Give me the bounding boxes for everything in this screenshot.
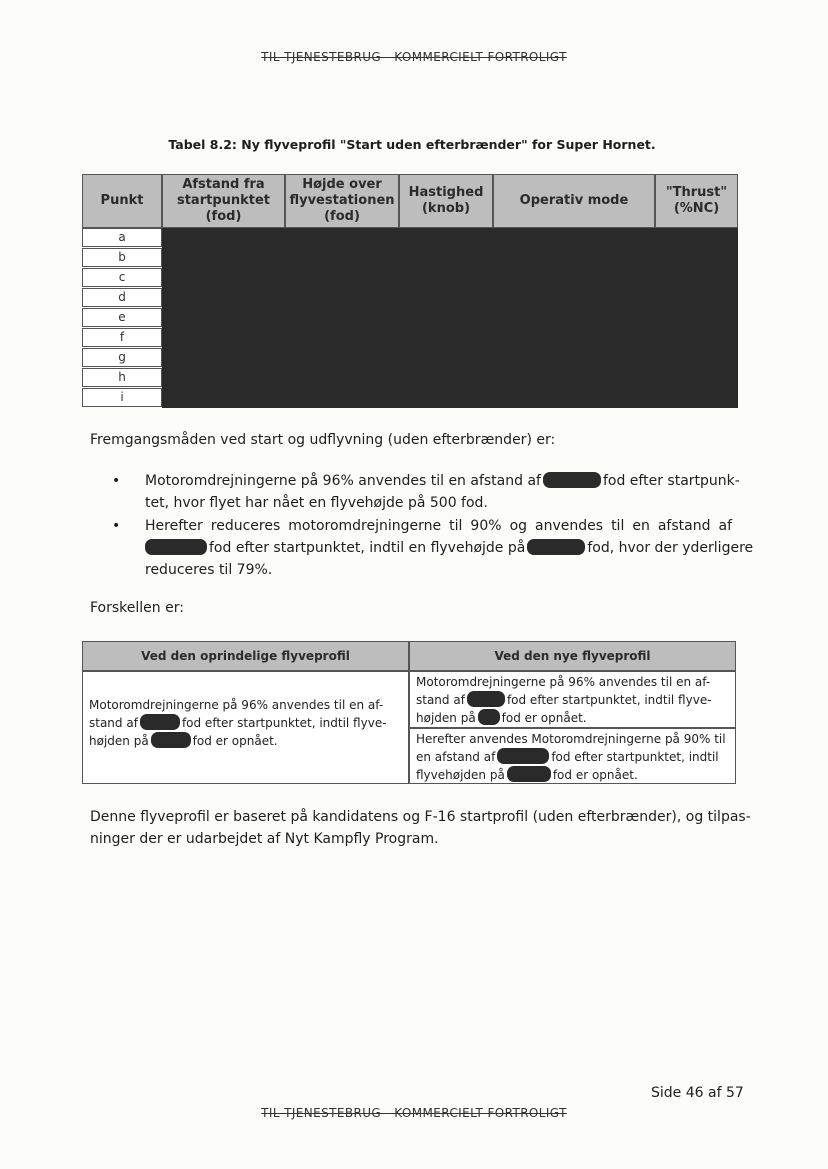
- header-hastighed-l1: Hastighed: [408, 185, 484, 200]
- bullet-icon: •: [112, 473, 121, 489]
- right2-line-3b: fod er opnået.: [552, 768, 638, 782]
- procedure-list: [112, 470, 754, 581]
- left-line-2a: stand af: [89, 716, 138, 730]
- row-label-c: c: [82, 268, 162, 287]
- header-hojde: [285, 174, 399, 228]
- right2-line-1: Herefter anvendes Motoromdrejningerne på 90% til: [416, 732, 726, 746]
- header-hastighed: [399, 174, 493, 228]
- header-hojde-l1: Højde over: [302, 177, 382, 192]
- header-new-profile: Ved den nye flyveprofil: [409, 641, 736, 671]
- left-line-2b: fod efter startpunktet, indtil flyve-: [181, 716, 387, 730]
- redaction-mark: [145, 539, 207, 555]
- row-label-h: h: [82, 368, 162, 387]
- header-afstand-l1: Afstand fra: [182, 177, 265, 192]
- redaction-mark: [507, 766, 551, 782]
- redaction-mark: [478, 709, 500, 725]
- bullet2-text-c: fod, hvor der yderligere: [587, 540, 754, 556]
- bullet2-text-a: Herefter reduceres motoromdrejningerne til 90% og anvendes til en afstand af: [145, 518, 732, 534]
- bullet1-text-c: tet, hvor flyet har nået en flyvehøjde på 500 fod.: [145, 495, 488, 511]
- row-label-e: e: [82, 308, 162, 327]
- redaction-mark: [497, 748, 549, 764]
- closing-line-2: ninger der er udarbejdet af Nyt Kampfly Program.: [90, 831, 439, 847]
- right1-line-2a: stand af: [416, 693, 465, 707]
- right2-line-2b: fod efter startpunktet, indtil: [551, 750, 719, 764]
- list-item: [112, 515, 754, 581]
- bullet1-text-a: Motoromdrejningerne på 96% anvendes til en afstand af: [145, 473, 541, 489]
- closing-paragraph: [90, 806, 751, 850]
- header-afstand-l3: (fod): [205, 209, 242, 224]
- difference-label: Forskellen er:: [90, 600, 184, 616]
- original-profile-cell: [82, 671, 409, 784]
- bullet-icon: •: [112, 518, 121, 534]
- procedure-intro: Fremgangsmåden ved start og udflyvning (uden efterbrænder) er:: [90, 432, 556, 448]
- flight-profile-table: [82, 174, 738, 408]
- header-thrust: [655, 174, 738, 228]
- right2-line-2a: en afstand af: [416, 750, 496, 764]
- left-line-3a: højden på: [89, 734, 149, 748]
- right1-line-2b: fod efter startpunktet, indtil flyve-: [506, 693, 712, 707]
- row-label-i: i: [82, 388, 162, 407]
- classification-header: TIL TJENESTEBRUG - KOMMERCIELT FORTROLIGT: [261, 50, 567, 64]
- redaction-mark: [543, 472, 601, 488]
- header-afstand-l2: startpunktet: [176, 193, 271, 208]
- left-line-1: Motoromdrejningerne på 96% anvendes til en af-: [89, 698, 384, 712]
- header-thrust-l2: (%NC): [673, 201, 720, 216]
- right2-line-3a: flyvehøjden på: [416, 768, 505, 782]
- redaction-mark: [140, 714, 180, 730]
- left-line-3b: fod er opnået.: [192, 734, 278, 748]
- row-label-b: b: [82, 248, 162, 267]
- header-hastighed-l2: (knob): [421, 201, 471, 216]
- row-label-f: f: [82, 328, 162, 347]
- redaction-mark: [527, 539, 585, 555]
- new-profile-cell-1: [409, 671, 736, 728]
- closing-line-1: Denne flyveprofil er baseret på kandidatens og F-16 startprofil (uden efterbrænder), og tilpas-: [90, 809, 751, 825]
- header-original-profile: Ved den oprindelige flyveprofil: [82, 641, 409, 671]
- row-label-d: d: [82, 288, 162, 307]
- table-caption: Tabel 8.2: Ny flyveprofil "Start uden efterbrænder" for Super Hornet.: [168, 137, 656, 152]
- redacted-table-body: [162, 228, 738, 408]
- header-mode: Operativ mode: [493, 174, 655, 228]
- new-profile-cell-2: [409, 728, 736, 784]
- comparison-table: [82, 641, 736, 784]
- header-thrust-l1: "Thrust": [665, 185, 728, 200]
- right1-line-3a: højden på: [416, 711, 476, 725]
- row-label-a: a: [82, 228, 162, 247]
- right1-line-1: Motoromdrejningerne på 96% anvendes til en af-: [416, 675, 711, 689]
- redaction-mark: [467, 691, 505, 707]
- classification-footer: TIL TJENESTEBRUG - KOMMERCIELT FORTROLIGT: [261, 1106, 567, 1120]
- right1-line-3b: fod er opnået.: [501, 711, 587, 725]
- bullet1-text-b: fod efter startpunk-: [602, 473, 740, 489]
- row-label-g: g: [82, 348, 162, 367]
- list-item: [112, 470, 740, 514]
- page-number: Side 46 af 57: [651, 1085, 744, 1101]
- bullet2-text-d: reduceres til 79%.: [145, 562, 273, 578]
- header-hojde-l2: flyvestationen: [289, 193, 395, 208]
- header-punkt: Punkt: [82, 174, 162, 228]
- bullet2-text-b: fod efter startpunktet, indtil en flyvehøjde på: [209, 540, 526, 556]
- redaction-mark: [151, 732, 191, 748]
- header-afstand: [162, 174, 285, 228]
- header-hojde-l3: (fod): [324, 209, 360, 224]
